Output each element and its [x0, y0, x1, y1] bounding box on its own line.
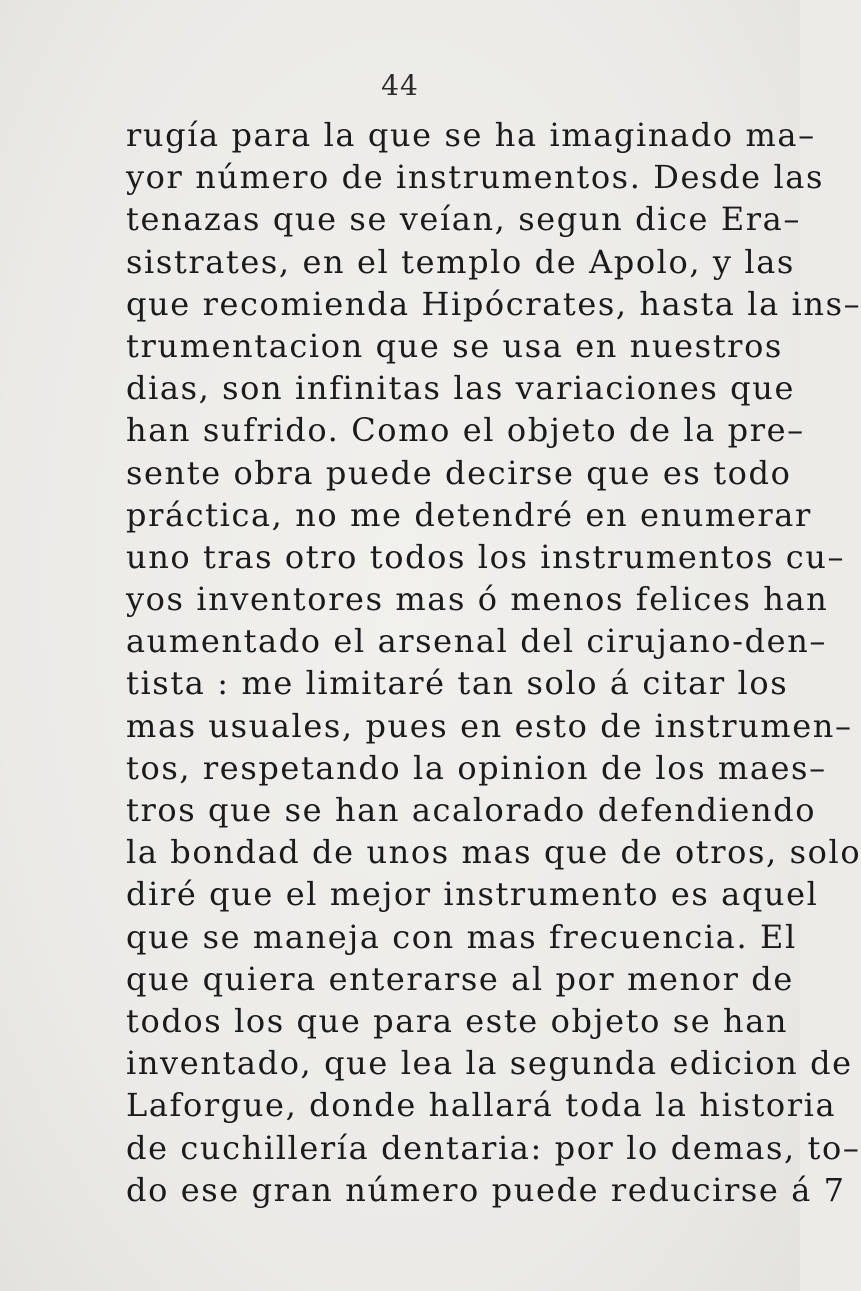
text-line: tros que se han acalorado defendiendo	[126, 791, 817, 829]
text-line: yor número de instrumentos. Desde las	[126, 158, 824, 197]
text-line: diré que el mejor instrumento es aquel	[126, 875, 819, 914]
body-text	[126, 114, 861, 1211]
text-line: han sufrido. Como el objeto de la pre–	[126, 411, 805, 450]
text-line: tenazas que se veían, segun dice Era–	[126, 200, 801, 239]
text-line: de cuchillería dentaria: por lo demas, to–	[126, 1128, 861, 1167]
text-line: yos inventores mas ó menos felices han	[126, 580, 829, 619]
text-line: rugía para la que se ha imaginado ma–	[126, 116, 816, 154]
text-line: do ese gran número puede reducirse á 7	[126, 1170, 846, 1209]
page-number: 44	[381, 69, 419, 102]
text-line: sistrates, en el templo de Apolo, y las	[126, 242, 795, 281]
text-line: mas usuales, pues en esto de instrumen–	[126, 706, 853, 745]
text-line: tos, respetando la opinion de los maes–	[126, 748, 827, 787]
text-line: que recomienda Hipócrates, hasta la ins–	[126, 284, 861, 323]
text-line: práctica, no me detendré en enumerar	[126, 495, 812, 534]
text-line: que se maneja con mas frecuencia. El	[126, 917, 797, 956]
text-line: uno tras otro todos los instrumentos cu–	[126, 537, 846, 576]
text-line: la bondad de unos mas que de otros, solo	[126, 833, 861, 872]
text-line: tista : me limitaré tan solo á citar los	[126, 664, 789, 703]
text-line: inventado, que lea la segunda edicion de	[126, 1044, 853, 1083]
text-line: sente obra puede decirse que es todo	[126, 453, 792, 492]
text-line: aumentado el arsenal del cirujano-den–	[126, 622, 828, 661]
text-line: que quiera enterarse al por menor de	[126, 959, 794, 998]
text-line: trumentacion que se usa en nuestros	[126, 326, 783, 365]
text-line: dias, son infinitas las variaciones que	[126, 369, 795, 408]
text-line: todos los que para este objeto se han	[126, 1001, 789, 1040]
text-line: Laforgue, donde hallará toda la historia	[126, 1086, 837, 1125]
